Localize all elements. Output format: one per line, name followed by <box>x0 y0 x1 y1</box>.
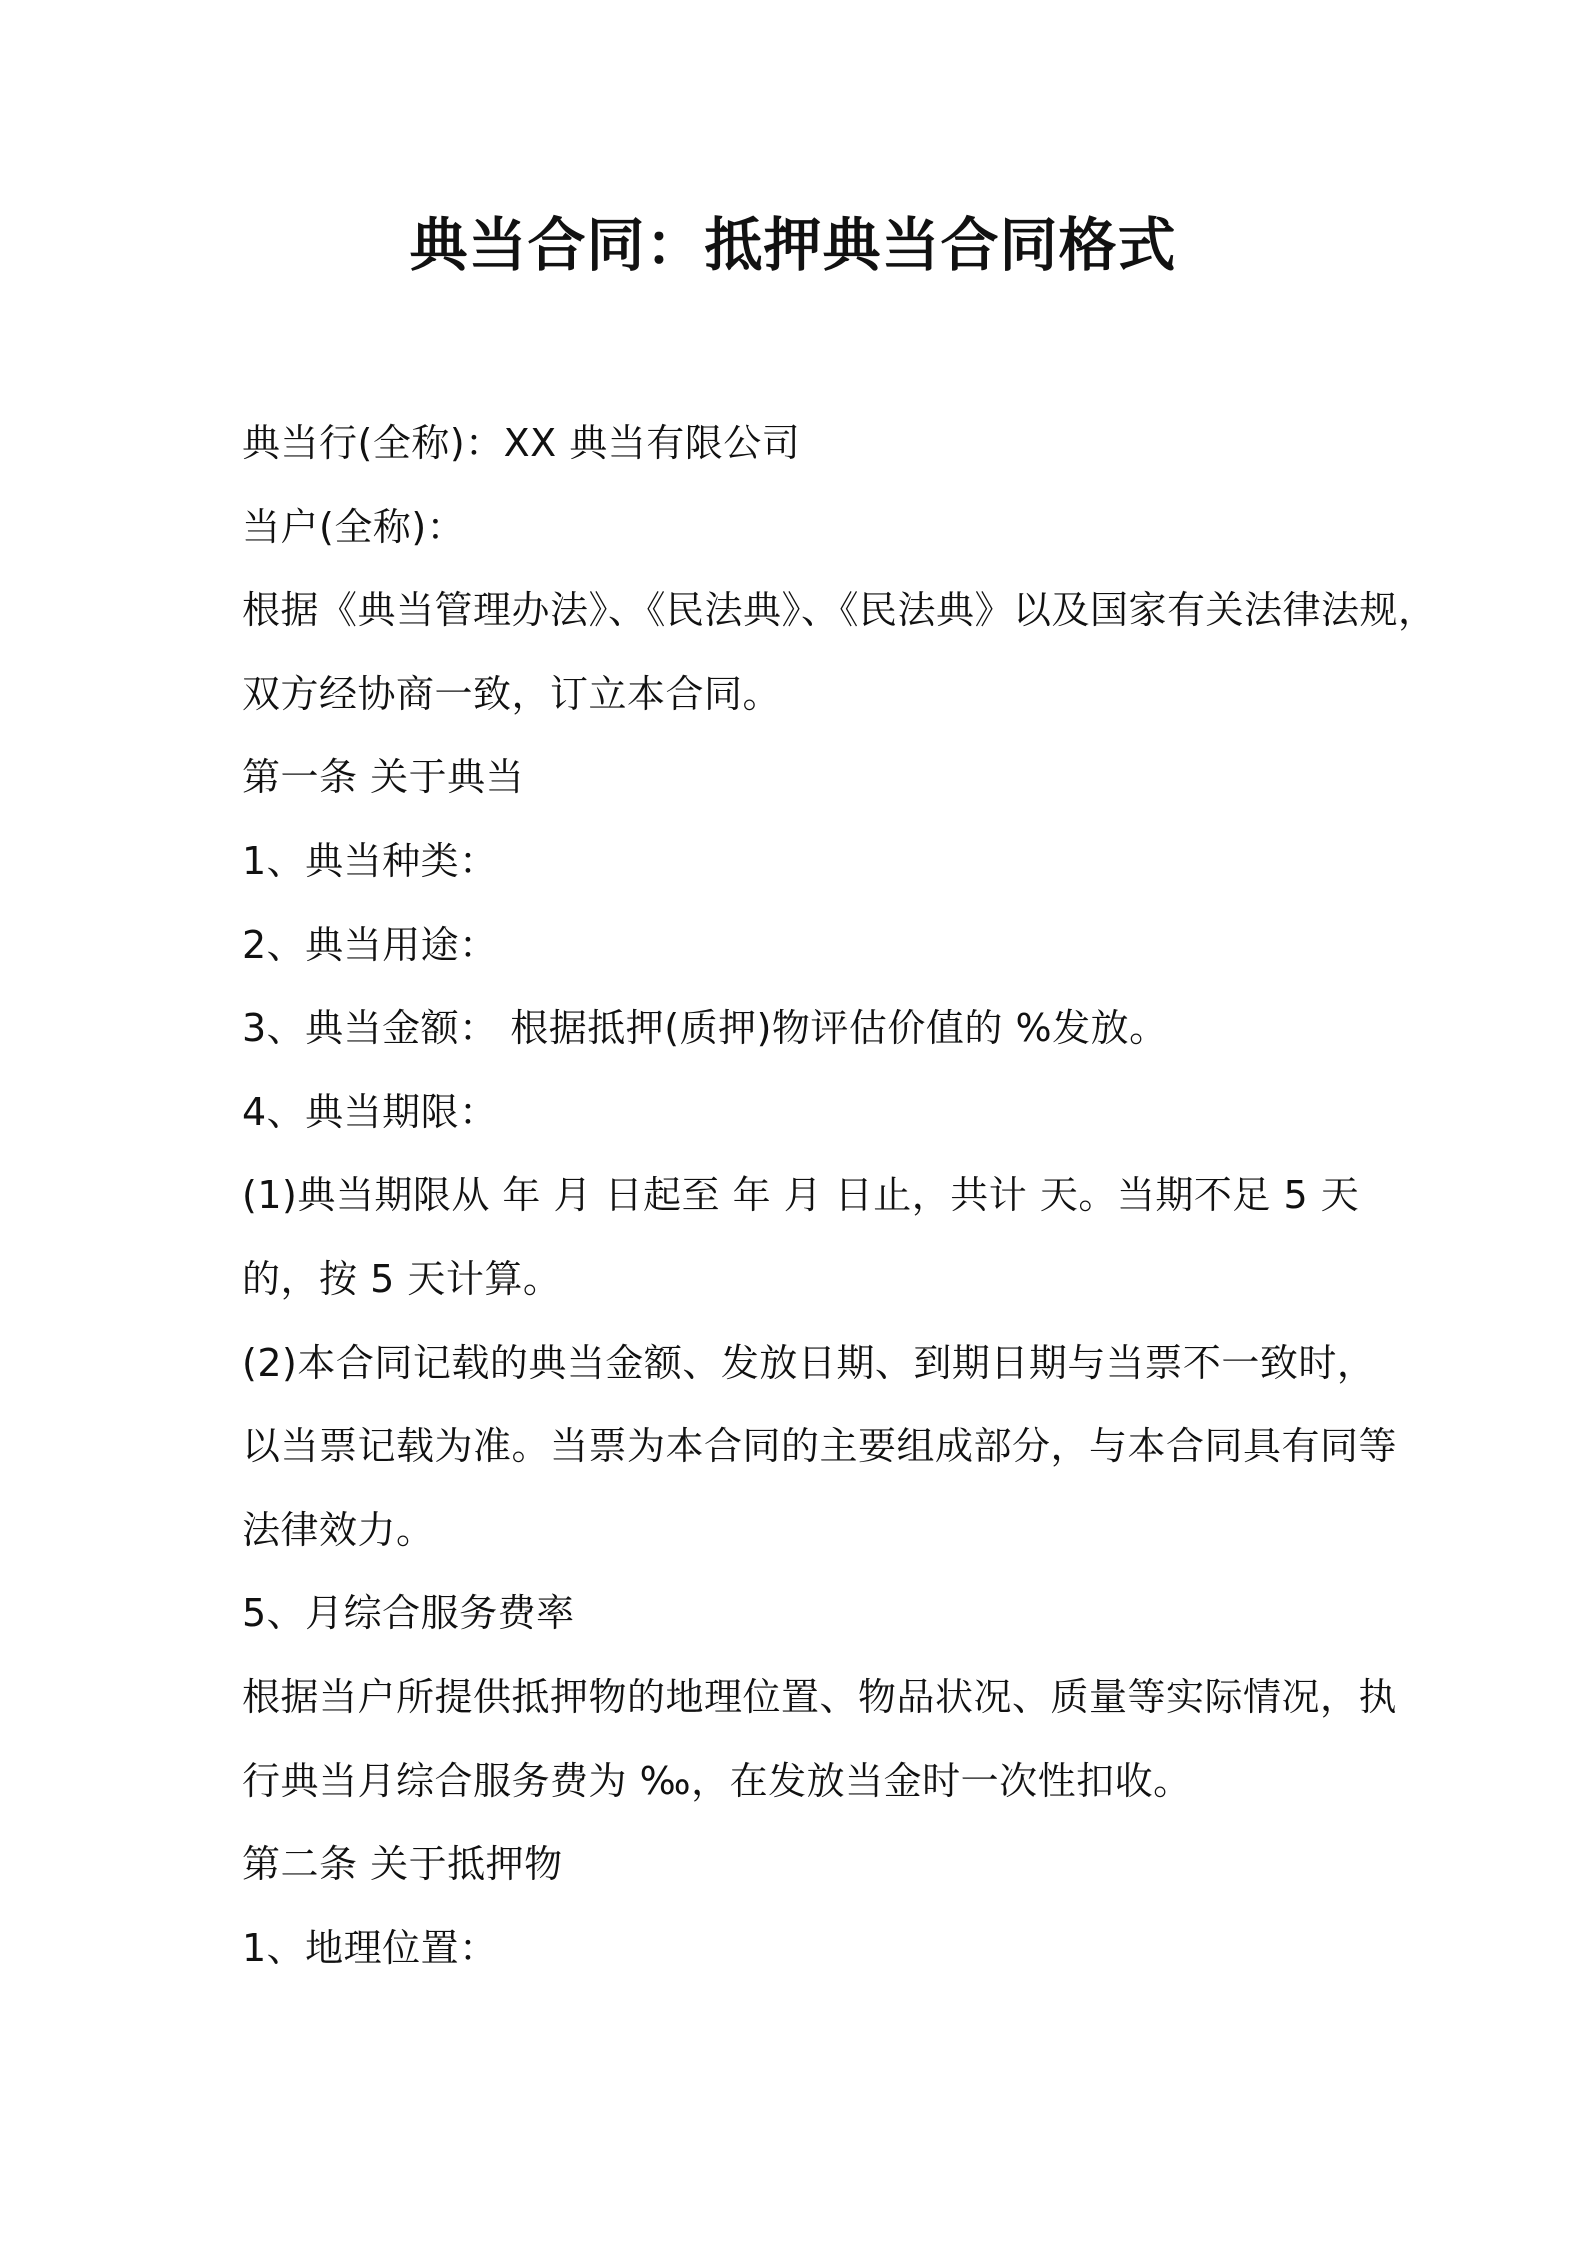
clause-item: 2、典当用途： <box>242 922 498 967</box>
pawner-name-line: 当户(全称)： <box>242 504 466 549</box>
clause-item: 1、地理位置： <box>242 1925 498 1970</box>
clause-text: 根据当户所提供抵押物的地理位置、物品状况、质量等实际情况，执 <box>242 1674 1398 1719</box>
clause-item: 4、典当期限： <box>242 1089 498 1134</box>
preamble-line: 双方经协商一致，订立本合同。 <box>242 671 782 716</box>
clause-text: 法律效力。 <box>242 1507 435 1552</box>
article-heading: 第一条 关于典当 <box>242 755 525 800</box>
document-title: 典当合同：抵押典当合同格式 <box>409 211 1177 279</box>
clause-text: 行典当月综合服务费为 ‰，在发放当金时一次性扣收。 <box>242 1758 1192 1803</box>
document-body <box>242 402 1437 1990</box>
pawnshop-name-line: 典当行(全称)：XX 典当有限公司 <box>242 421 801 465</box>
clause-text: 以当票记载为准。当票为本合同的主要组成部分，与本合同具有同等 <box>242 1424 1398 1469</box>
article-heading: 第二条 关于抵押物 <box>242 1842 563 1887</box>
clause-text: (2)本合同记载的典当金额、发放日期、到期日期与当票不一致时， <box>242 1340 1376 1385</box>
clause-item: 3、典当金额： 根据抵押(质押)物评估价值的 %发放。 <box>242 1006 1168 1051</box>
clause-item: 1、典当种类： <box>242 838 498 883</box>
clause-text: (1)典当期限从 年 月 日起至 年 月 日止，共计 天。当期不足 5 天 <box>242 1173 1360 1218</box>
clause-text: 的，按 5 天计算。 <box>242 1256 562 1301</box>
clause-item: 5、月综合服务费率 <box>242 1591 575 1636</box>
preamble-line: 根据《典当管理办法》、《民法典》、《民法典》以及国家有关法律法规， <box>242 588 1437 633</box>
